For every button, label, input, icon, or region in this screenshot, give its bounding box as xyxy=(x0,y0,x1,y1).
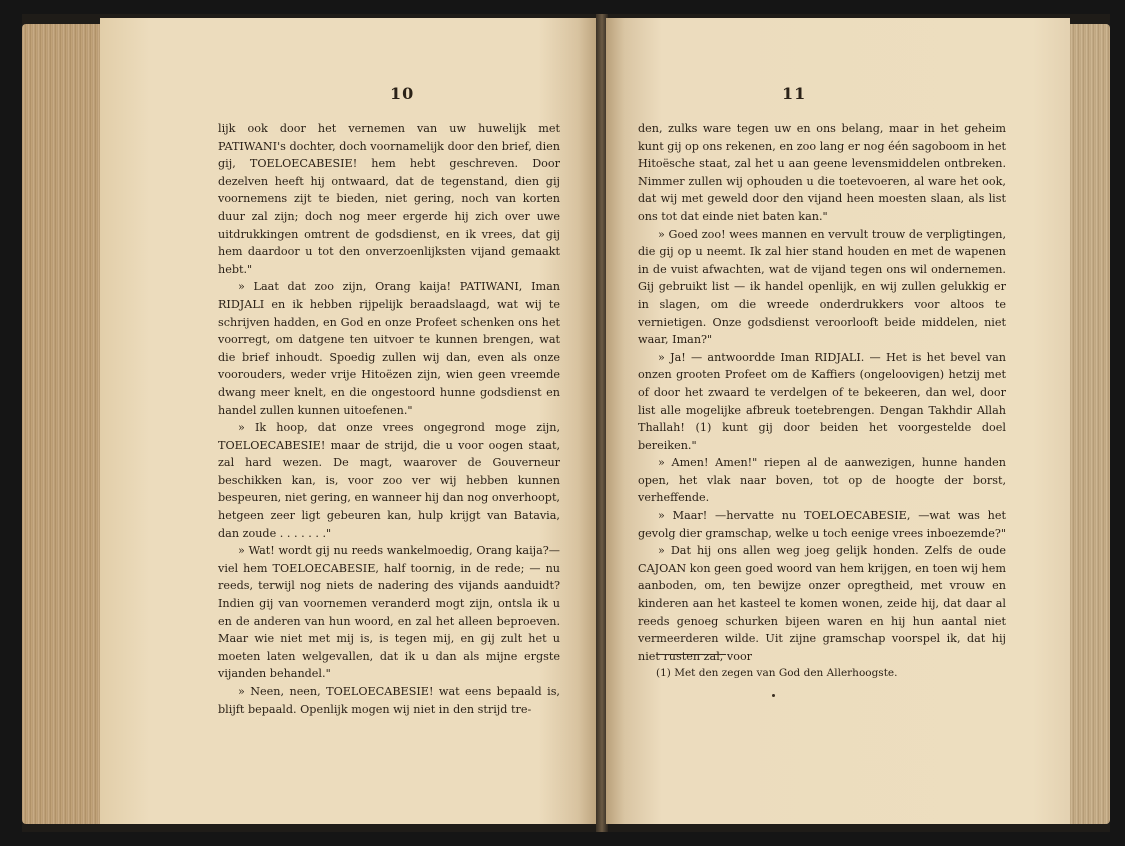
ink-dot xyxy=(772,694,775,697)
right-page-text xyxy=(638,120,1006,665)
paragraph: » Dat hij ons allen weg joeg gelijk honden. Zelfs de oude CAJOAN kon geen goed woord van hem krijgen, en toen wij hem aanboden, om, ten bewijze onzer opregtheid, met vrouw en kinderen aan het kasteel te komen wonen, zeide hij, dat daar al reeds genoeg schurken bijeen waren en hij hun aantal niet vermeerderen wilde. Uit zijne gramschap voorspel ik, dat hij niet rusten zal, voor xyxy=(638,544,1006,663)
paragraph: » Neen, neen, TOELOECABESIE! wat eens bepaald is, blijft bepaald. Openlijk mogen wij niet in den strijd tre- xyxy=(218,685,560,716)
paragraph: » Amen! Amen!" riepen al de aanwezigen, hunne handen open, het vlak naar boven, tot op de hoogte der borst, verheffende. xyxy=(638,456,1006,505)
left-page-text xyxy=(218,120,560,718)
left-page-edges xyxy=(22,24,104,824)
paragraph: » Goed zoo! wees mannen en vervult trouw de verpligtingen, die gij op u neemt. Ik zal hier stand houden en met de wapenen in de vuist afwachten, wat de vijand tegen ons wil ondernemen. Gij gebruikt list — ik handel openlijk, en wij zullen gelukkig er in slagen, om die wreede onderdrukkers voor altoos te vernietigen. Onze godsdienst veroorlooft beide middelen, niet waar, Iman?" xyxy=(638,227,1006,347)
paragraph: » Ik hoop, dat onze vrees ongegrond moge zijn, TOELOECABESIE! maar de strijd, die u voor oogen staat, zal hard wezen. De magt, waarover de Gouverneur beschikken kan, is, voor zoo ver wij hebben kunnen bespeuren, niet gering, en wanneer hij dan nog onverhoopt, hetgeen zeer ligt gebeuren kan, hulp krijgt van Batavia, dan zoude . . . . . . ." xyxy=(218,421,560,540)
open-book xyxy=(22,14,1110,832)
paragraph: lijk ook door het vernemen van uw huwelijk met PATIWANI's dochter, doch voornamelijk door den brief, dien gij, TOELOECABESIE! hem hebt geschreven. Door dezelven heeft hij ontwaard, dat de tegenstand, dien gij voornemens zijt te bieden, niet gering, noch van korten duur zal zijn; doch nog meer ergerde hij zich over uwe uitdrukkingen omtrent de godsdienst, en ik vrees, dat gij hem daardoor u tot den onverzoenlijksten vijand gemaakt hebt." xyxy=(218,122,560,276)
footnote: (1) Met den zegen van God den Allerhoogste. xyxy=(656,667,898,679)
page-number-right: 11 xyxy=(782,84,807,103)
left-page xyxy=(100,18,598,824)
paragraph: » Ja! — antwoordde Iman RIDJALI. — Het is het bevel van onzen grooten Profeet om de Kaffiers (ongeloovigen) hetzij met of door het zwaard te verdelgen of te bekeeren, dan wel, door list alle mogelijke afbreuk toetebrengen. Dengan Takhdir Allah Thallah! (1) kunt gij door beiden het voorgestelde doel bereiken." xyxy=(638,350,1006,452)
right-page-edges xyxy=(1070,24,1110,824)
page-number-left: 10 xyxy=(390,84,415,103)
paragraph: » Maar! —hervatte nu TOELOECABESIE, —wat was het gevolg dier gramschap, welke u toch eenige vrees inboezemde?" xyxy=(638,509,1007,540)
paragraph: » Laat dat zoo zijn, Orang kaija! PATIWANI, Iman RIDJALI en ik hebben rijpelijk beraadslaagd, wat wij te schrijven hadden, en God en onze Profeet schenken ons het voorregt, om datgene ten uitvoer te kunnen brengen, wat die brief inhoudt. Spoedig zullen wij dan, even als onze voorouders, weder vrije Hitoëzen zijn, wien geen vreemde dwang meer knelt, en die ongestoord hunne godsdienst en handel zullen kunnen uitoefenen." xyxy=(218,280,560,417)
right-page xyxy=(606,18,1070,824)
footnote-rule xyxy=(656,654,726,655)
paragraph: » Wat! wordt gij nu reeds wankelmoedig, Orang kaija?—viel hem TOELOECABESIE, half toornig, in de rede; — nu reeds, terwijl nog niets de nadering des vijands aanduidt? Indien gij van voornemen veranderd mogt zijn, ontsla ik u en de anderen van hun woord, en zal het alleen beproeven. Maar wie niet met mij is, is tegen mij, en gij zult het u moeten laten welgevallen, dat ik u dan als mijne ergste vijanden behandel." xyxy=(218,544,560,681)
paragraph: den, zulks ware tegen uw en ons belang, maar in het geheim kunt gij op ons rekenen, en zoo lang er nog één sagoboom in het Hitoësche staat, zal het u aan geene levensmiddelen ontbreken. Nimmer zullen wij ophouden u die toetevoeren, al ware het ook, dat wij met geweld door den vijand heen moesten slaan, als list ons tot dat einde niet baten kan." xyxy=(638,122,1006,223)
